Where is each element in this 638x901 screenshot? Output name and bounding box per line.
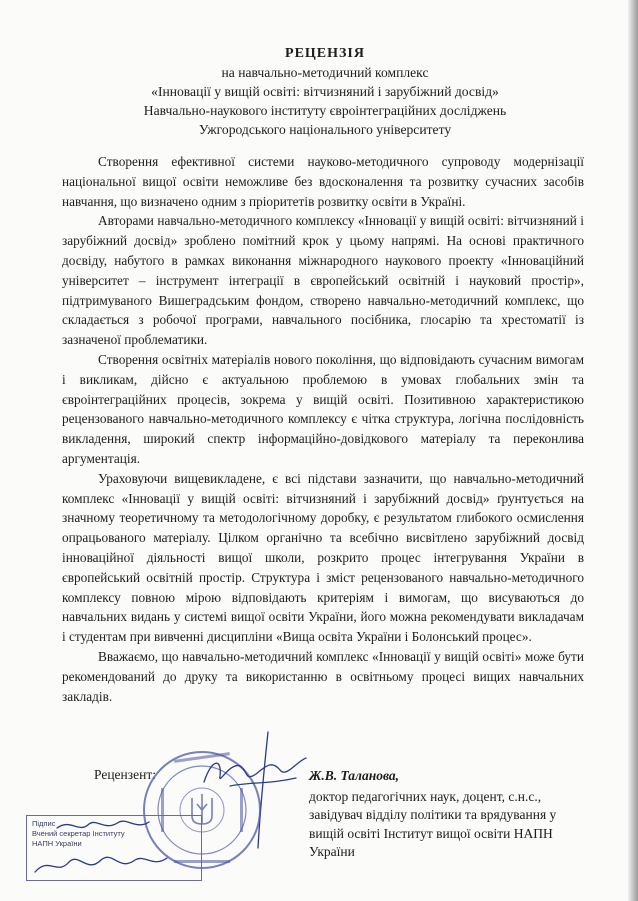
header-subtitle-line-1: на навчально-методичний комплекс [221, 65, 429, 80]
header-subtitle-line-4: Ужгородського національного університету [198, 122, 452, 137]
reviewer-name: Ж.В. Таланова, [309, 768, 400, 783]
header-subtitle-line-3: Навчально-наукового інституту євроінтеграційних досліджень [143, 103, 507, 118]
cert-handwritten-signature [27, 816, 203, 882]
paragraph-1: Створення ефективної системи науково-методичного супроводу модернізації національної вищої освіти неможливе без вдосконалення та розвитку сучасних засобів навчання, що визначено одним з пріоритетів розвитку освіти в Україні. [62, 154, 584, 209]
reviewer-credentials: доктор педагогічних наук, доцент, с.н.с., завідувач відділу політики та врядування у вищій освіті Інститут вищої освіти НАПН України [309, 788, 557, 859]
paragraph-3: Створення освітніх матеріалів нового покоління, що відповідають сучасним вимогам і викликам, дійсно є актуальною проблемою в умовах глобальних змін та євроінтеграційних процесів, зокрема у вищій освіті. Позитивною характеристикою рецензованого навчально-методичного комплексу є чітка структура, логічна послідовність викладення, широкий спектр інформаційно-довідкового матеріалу та переконлива аргументація. [62, 351, 584, 466]
signature-certification-stamp [26, 815, 202, 881]
paragraph-2: Авторами навчально-методичного комплексу «Інновації у вищій освіті: вітчизняний і зарубіжний досвід» зроблено помітний крок у цьому напрямі. На основі практичного досвіду, набутого в рамках виконання міжнародного наукового проекту «Інноваційний університет – інструмент інтеграції в європейський освітній і науковий простір», підтримуваного Вишеградським фондом, створено навчально-методичний комплекс, що складається з робочої програми, навчального посібника, глосарію та хрестоматії із зазначеної проблематики. [62, 213, 584, 348]
document-header [60, 44, 590, 139]
reviewer-label: Рецензент: [94, 767, 156, 782]
cert-institution-label: НАПН України [32, 839, 82, 848]
paragraph-5: Вважаємо, що навчально-методичний комплекс «Інновації у вищій освіті» може бути рекомендований до друку та використанню в освітньому процесі вищих навчальних закладів. [62, 648, 584, 704]
reviewer-block [309, 767, 589, 862]
scan-edge-shadow [628, 0, 638, 901]
handwritten-signature [200, 752, 310, 792]
cert-signature-label: Підпис [32, 819, 56, 828]
paragraph-4: Ураховуючи вищевикладене, є всі підстави зазначити, що навчально-методичний комплекс «Інновації у вищій освіті: вітчизняний і зарубіжний досвід» ґрунтується на значному теоретичному та методологічному доробку, є результатом глибокого осмислення опрацьованого матеріалу. Цілком органічно та всебічно висвітлено зарубіжний досвід інноваційної діяльності вищої школи, розкрито процес інтегрування України в європейський освітній простір. Структура і зміст рецензованого навчально-методичного комплексу повною мірою відповідають критеріям і вимогам, що висуваються до навчальних видань у системі вищої освіти України, його можна рекомендувати викладачам і студентам при вивченні дисципліни «Вища освіта України і Болонський процес». [62, 470, 584, 645]
document-title: РЕЦЕНЗІЯ [285, 46, 365, 61]
document-body [62, 152, 584, 706]
header-subtitle-line-2: «Інновації у вищій освіті: вітчизняний і зарубіжний досвід» [151, 84, 499, 99]
cert-secretary-label: Вчений секретар Інституту [32, 829, 125, 838]
